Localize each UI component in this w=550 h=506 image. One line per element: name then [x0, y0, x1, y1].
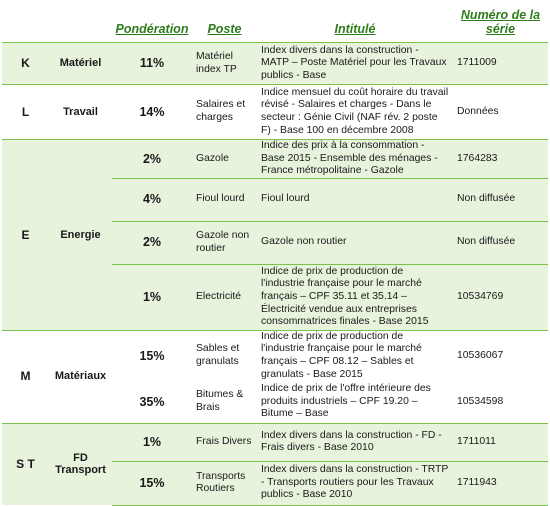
table-row	[2, 330, 548, 381]
group-category: Matériaux	[49, 330, 112, 423]
ponderation-cell: 2%	[112, 221, 192, 264]
ponderation-cell: 11%	[112, 43, 192, 85]
header-code	[2, 2, 49, 43]
group-category: Travail	[49, 85, 112, 140]
poste-cell: Gazole	[192, 140, 257, 179]
numero-cell: 1711943	[453, 461, 548, 505]
poste-cell: Fioul lourd	[192, 178, 257, 221]
ponderation-cell: 35%	[112, 381, 192, 423]
header-ponderation: Pondération	[112, 2, 192, 43]
ponderation-cell: 4%	[112, 178, 192, 221]
numero-cell: 10534598	[453, 381, 548, 423]
intitule-cell: Indice de prix de production de l'industrie française pour le marché français – CPF 35.11 et 35.14 – Électricité vendue aux entreprises consommatrices finales - Base 2015	[257, 264, 453, 330]
header-intitule: Intitulé	[257, 2, 453, 43]
group-code: K	[2, 43, 49, 85]
group-code: S T	[2, 423, 49, 505]
table-row	[2, 85, 548, 140]
poste-cell: Gazole non routier	[192, 221, 257, 264]
numero-cell: Non diffusée	[453, 221, 548, 264]
poste-cell: Matériel index TP	[192, 43, 257, 85]
group-code: E	[2, 140, 49, 331]
group-category: Energie	[49, 140, 112, 331]
poste-cell: Sables et granulats	[192, 330, 257, 381]
ponderation-cell: 2%	[112, 140, 192, 179]
header-poste: Poste	[192, 2, 257, 43]
table-row	[2, 140, 548, 179]
poste-cell: Salaires et charges	[192, 85, 257, 140]
group-category: Matériel	[49, 43, 112, 85]
poste-cell: Frais Divers	[192, 423, 257, 461]
intitule-cell: Index divers dans la construction - TRTP - Transports routiers pour les Travaux publics - Base 2010	[257, 461, 453, 505]
intitule-cell: Fioul lourd	[257, 178, 453, 221]
numero-cell: 1711011	[453, 423, 548, 461]
group-code: L	[2, 85, 49, 140]
numero-cell: 1711009	[453, 43, 548, 85]
ponderation-cell: 1%	[112, 423, 192, 461]
intitule-cell: Indice mensuel du coût horaire du travail révisé - Salaires et charges - Dans le secteur : Génie Civil (NAF rév. 2 poste F) - Base 100 en décembre 2008	[257, 85, 453, 140]
ponderation-cell: 15%	[112, 461, 192, 505]
group-code: M	[2, 330, 49, 423]
numero-cell: 10536067	[453, 330, 548, 381]
numero-cell: Non diffusée	[453, 178, 548, 221]
ponderation-cell: 15%	[112, 330, 192, 381]
poste-cell: Transports Routiers	[192, 461, 257, 505]
intitule-cell: Indice de prix de production de l'industrie française pour le marché français – CPF 08.12 – Sables et granulats - Base 2015	[257, 330, 453, 381]
table-row	[2, 423, 548, 461]
table-row	[2, 43, 548, 85]
intitule-cell: Gazole non routier	[257, 221, 453, 264]
intitule-cell: Index divers dans la construction - FD - Frais divers - Base 2010	[257, 423, 453, 461]
numero-cell: Données	[453, 85, 548, 140]
poste-cell: Electricité	[192, 264, 257, 330]
ponderation-cell: 1%	[112, 264, 192, 330]
ponderation-cell: 14%	[112, 85, 192, 140]
intitule-cell: Index divers dans la construction - MATP – Poste Matériel pour les Travaux publics - Base	[257, 43, 453, 85]
group-category: FD Transport	[49, 423, 112, 505]
intitule-cell: Indice des prix à la consommation - Base 2015 - Ensemble des ménages - France métropolitaine - Gazole	[257, 140, 453, 179]
numero-cell: 10534769	[453, 264, 548, 330]
numero-cell: 1764283	[453, 140, 548, 179]
poste-cell: Bitumes & Brais	[192, 381, 257, 423]
intitule-cell: Indice de prix de l'offre intérieure des produits industriels – CPF 19.20 – Bitume – Base	[257, 381, 453, 423]
header-row	[2, 2, 548, 43]
weighting-table	[2, 2, 548, 506]
header-numero: Numéro de la série	[453, 2, 548, 43]
header-category	[49, 2, 112, 43]
